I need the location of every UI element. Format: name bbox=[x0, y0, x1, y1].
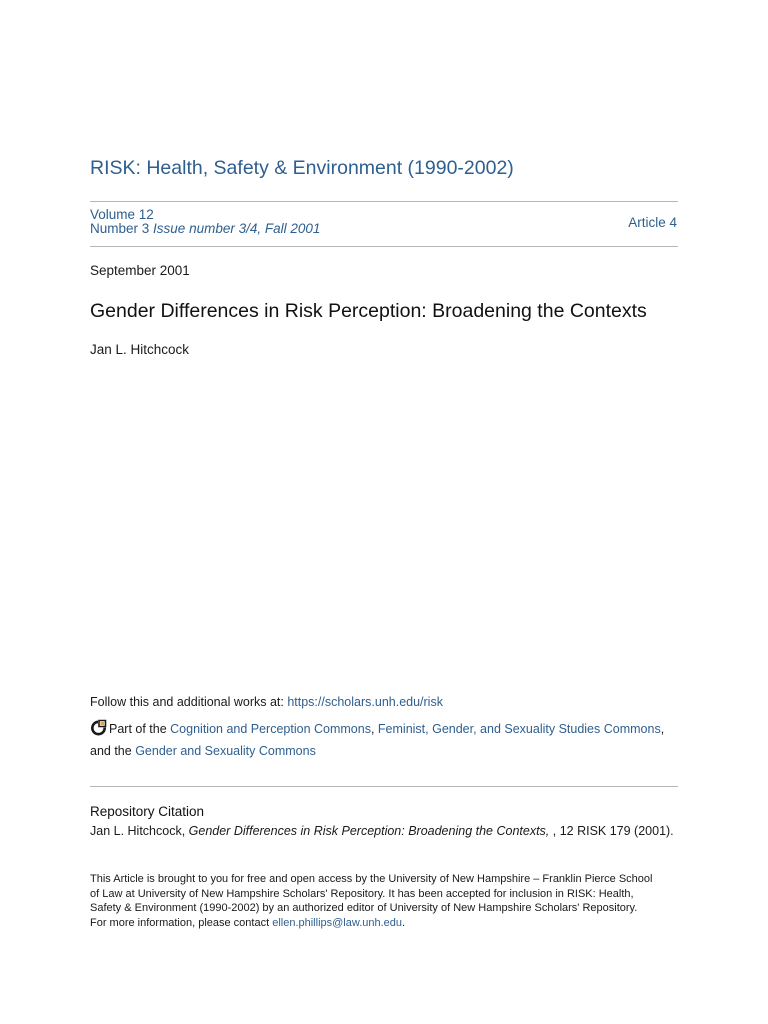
follow-prefix: Follow this and additional works at: bbox=[90, 695, 288, 709]
commons-list bbox=[90, 718, 680, 762]
repository-citation-text bbox=[90, 824, 674, 838]
repository-citation-heading: Repository Citation bbox=[90, 804, 205, 819]
article-author: Jan L. Hitchcock bbox=[90, 342, 190, 357]
article-title: Gender Differences in Risk Perception: Broadening the Contexts bbox=[90, 300, 647, 322]
follow-works-line bbox=[90, 695, 443, 709]
feminist-gender-sexuality-commons-link[interactable]: Feminist, Gender, and Sexuality Studies Commons bbox=[377, 722, 661, 736]
header-divider-bottom bbox=[90, 246, 678, 247]
access-statement-line-1: This Article is brought to you for free and open access by the University of New Hampshire – Franklin Pierce School bbox=[90, 873, 653, 885]
part-of-text: Part of the bbox=[109, 722, 171, 736]
contact-suffix: . bbox=[402, 916, 406, 929]
access-statement-line-3: Safety & Environment (1990-2002) by an authorized editor of University of New Hampshire Scholars' Repository. bbox=[90, 902, 638, 914]
collection-url-link[interactable]: https://scholars.unh.edu/risk bbox=[287, 695, 443, 709]
journal-title-link[interactable]: RISK: Health, Safety & Environment (1990-2002) bbox=[90, 157, 514, 179]
article-number-link[interactable]: Article 4 bbox=[628, 215, 677, 230]
publication-date: September 2001 bbox=[90, 263, 190, 278]
volume-link[interactable]: Volume 12 bbox=[90, 207, 154, 222]
citation-title: Gender Differences in Risk Perception: Broadening the Contexts, bbox=[188, 824, 553, 838]
issue-info bbox=[90, 208, 320, 236]
cognition-perception-commons-link[interactable]: Cognition and Perception Commons bbox=[170, 722, 371, 736]
citation-source: , 12 RISK 179 (2001). bbox=[552, 824, 674, 838]
and-the-text: and the bbox=[90, 744, 136, 758]
bepress-commons-icon bbox=[90, 719, 107, 736]
issue-number-label: Number 3 bbox=[90, 221, 150, 236]
issue-number-link[interactable] bbox=[90, 222, 320, 236]
commons-separator-1: , bbox=[370, 722, 378, 736]
commons-separator-2: , bbox=[660, 722, 665, 736]
gender-sexuality-commons-link[interactable]: Gender and Sexuality Commons bbox=[135, 744, 316, 758]
contact-prefix: For more information, please contact bbox=[90, 916, 273, 929]
header-divider-top bbox=[90, 201, 678, 202]
access-statement-line-4 bbox=[90, 916, 690, 931]
access-statement-line-2: of Law at University of New Hampshire Scholars' Repository. It has been accepted for inclusion in RISK: Health, bbox=[90, 887, 634, 900]
issue-detail: Issue number 3/4, Fall 2001 bbox=[153, 221, 321, 236]
citation-author: Jan L. Hitchcock, bbox=[90, 824, 189, 838]
contact-email-link[interactable]: ellen.phillips@law.unh.edu bbox=[272, 916, 403, 929]
citation-divider bbox=[90, 786, 678, 787]
access-statement bbox=[90, 872, 690, 930]
